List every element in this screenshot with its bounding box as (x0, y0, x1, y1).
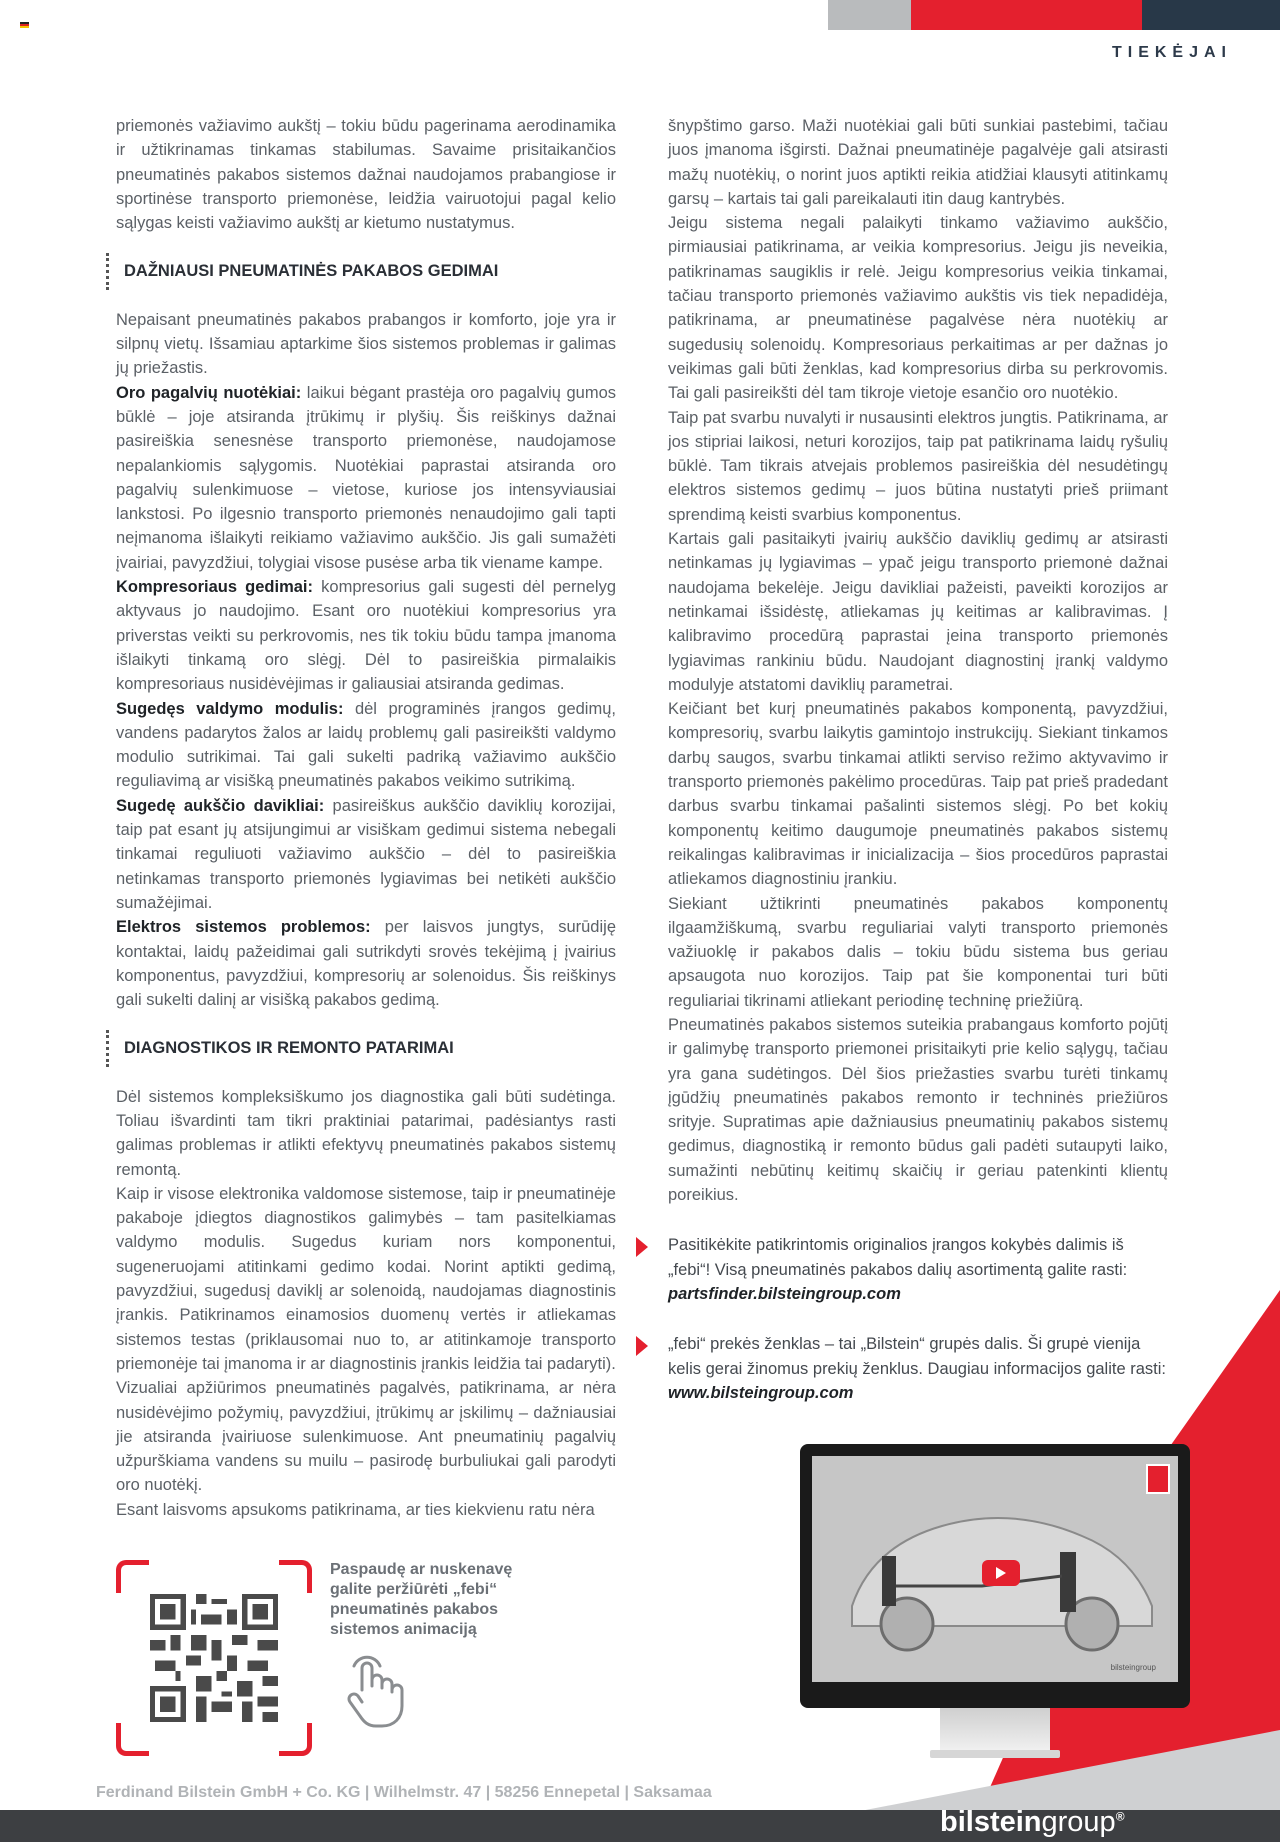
paragraph: Taip pat svarbu nuvalyti ir nusausinti elektros jungtis. Patikrinama, ar jos stipriai laikosi, neturi korozijos, taip pat patikrinama laidų ryšulių būklė. Tam tikrais atvejais problemos pasireiškia dėl nesudėtingų elektros sistemos gedimų – juos būtina nustatyti prieš priimant sprendimą keisti svarbius komponentus. (668, 408, 1168, 524)
paragraph: Kaip ir visose elektronika valdomose sistemose, taip ir pneumatinėje pakaboje įdiegtos diagnostikos galimybės – tam pasitelkiamas valdymo modulis. Sugedus kuriam nors komponentui, sugeneruojami atitinkami gedimo kodai. Norint aptikti gedimą, pavyzdžiui, sugedusį daviklį ar solenoidą, naudojamas diagnostinis įrankis. Patikrinamos einamosios duomenų vertės ir atliekamas sistemos testas (priklausomai nuo to, ar atitinkamoje transporto priemonėje tai įmanoma ir ar diagnostinis įrankis leidžia tai padaryti). (116, 1184, 616, 1373)
video-screen[interactable] (812, 1456, 1178, 1682)
paragraph: Esant laisvoms apsukoms patikrinama, ar ties kiekvienu ratu nėra (116, 1500, 595, 1519)
paragraph: Pneumatinės pakabos sistemos suteikia prabangaus komforto pojūtį ir galimybę transporto priemonei prisitaikyti prie kelio sąlygų, tačiau yra gana sudėtingos. Dėl šios priežasties svarbu turėti tinkamų įgūdžių pneumatinės pakabos remonto ir techninės priežiūros srityje. Supratimas apie dažniausius pneumatinių pakabos sistemų gedimus, diagnostiką ir remonto būdus gali padėti sutaupyti laiko, sumažinti nebūtinų keitimų skaičių ir geriau patenkinti klientų poreikius. (668, 1015, 1168, 1205)
failure-text: kompresorius gali sugesti dėl pernelyg aktyvaus jo naudojimo. Esant oro nuotėkiui kompresorius yra priverstas veikti su perkrovomis, nes tik tokiu būdu tampa įmanoma išlaikyti tinkamą oro slėgį. Dėl to pasireiškia pirmalaikis kompresoriaus nusidėvėjimas ir galiausiai atsiranda gedimas. (116, 578, 616, 694)
failure-term: Elektros sistemos problemos: (116, 918, 371, 937)
paragraph: Kartais gali pasitaikyti įvairių aukščio daviklių gedimų ar atsirasti netinkamas jų lygiavimas – ypač jeigu transporto priemonė dažnai naudojama bekelėje. Jeigu davikliai pažeisti, paveikti korozijos ar netinkamai išsidėstę, atliekamas jų keitimas ar kalibravimas. Į kalibravimo procedūrą paprastai įeina transporto priemonės lygiavimas rankiniu būdu. Naudojant diagnostinį įrankį valdymo modulyje atstatomi daviklių parametrai. (668, 530, 1168, 694)
flag-icon (20, 22, 29, 28)
failure-text: dėl programinės įrangos gedimų, vandens padarytos žalos ar laidų problemų gali pasireikšti valdymo modulio sutrikimai. Tai gali sukelti padriką važiavimo aukščio reguliavimą ar visišką pneumatinės pakabos veikimo sutrikimą. (116, 699, 616, 791)
video-monitor (800, 1444, 1190, 1708)
left-column (116, 114, 616, 1522)
failure-item (116, 794, 616, 915)
pointer-hand-icon (340, 1650, 410, 1730)
failure-text: laikui bėgant prastėja oro pagalvių gumos būklė – joje atsiranda įtrūkimų ir plyšių. Šis reiškinys dažnai pasireiškia senesnėse transporto priemonėse, naudojamose nepalankiomis sąlygomis. Nuotėkiai paprastai atsiranda oro pagalvių sulenkimuose – vietose, kuriose jos intensyviausiai lankstosi. Po ilgesnio transporto priemonės nenaudojimo gali tapti neįmanoma išlaikyti reikiamo važiavimo aukščio. Jis gali sumažėti įvairiai, pavyzdžiui, tolygiai visose pusėse arba tik viename kampe. (116, 383, 616, 572)
arrow-icon (636, 1237, 648, 1257)
paragraph: šnypštimo garso. Maži nuotėkiai gali būti sunkiai pastebimi, tačiau juos įmanoma išgirsti. Dažnai pneumatinėje pagalvėje gali atsirasti mažų nuotėkių, o norint juos aptikti reikia atidžiai klausyti atitinkamų garsų – kartais tai gali pareikalauti itin daug kantrybės. (668, 117, 1168, 208)
intro-paragraph: priemonės važiavimo aukštį – tokiu būdu pagerinama aerodinamika ir užtikrinamas tinkamas stabilumas. Savaime prisitaikančios pneumatinės pakabos sistemos dažnai naudojamos prabangiose ir sportinėse transporto priemonėse, leidžia vairuotojui pagal kelio sąlygas keisti važiavimo aukštį ar kietumo nustatymus. (116, 117, 616, 233)
right-column (668, 114, 1168, 1405)
failure-item (116, 915, 616, 1012)
top-bar-navy (1142, 0, 1280, 30)
paragraph: Siekiant užtikrinti pneumatinės pakabos komponentų ilgaamžiškumą, svarbu reguliariai valyti transporto priemonės važiuoklę ir pakabos dalis – tokiu būdu sistema bus geriau apsaugota nuo korozijos. Taip pat šie komponentai turi būti reguliariai tikrinami atliekant periodinę techninę priežiūrą. (668, 894, 1168, 1010)
callout-partsfinder (668, 1233, 1168, 1306)
top-bar-red (911, 0, 1142, 30)
paragraph: Dėl sistemos kompleksiškumo jos diagnostika gali būti sudėtinga. Toliau išvardinti tam tikri praktiniai patarimai, padėsiantys rasti galimas problemas ir atlikti efektyvų pneumatinės pakabos sistemų remontą. (116, 1087, 616, 1179)
bilsteingroup-logo (940, 1806, 1125, 1839)
brand-mark: ® (1115, 1809, 1125, 1824)
screen-brand: bilsteingroup (1110, 1663, 1156, 1672)
paragraph: Nepaisant pneumatinės pakabos prabangos ir komforto, joje yra ir silpnų vietų. Išsamiau aptarkime šios sistemos problemas ir galimas jų priežastis. (116, 310, 616, 378)
paragraph: Jeigu sistema negali palaikyti tinkamo važiavimo aukščio, pirmiausiai patikrinama, ar veikia kompresorius. Jeigu jis neveikia, patikrinamas saugiklis ir relė. Jeigu kompresorius veikia tinkamai, tačiau transporto priemonės važiavimo aukštis vis tiek nepadidėja, patikrinama, ar pneumatinėse pagalvėse nėra nuotėkių ar sugedusių solenoidų. Kompresoriaus perkaitimas ar per dažnas jo veikimas gali būti ženklas, kad kompresorius dirba su perkrovomis. Tai gali pasireikšti dėl tam tikroje vietoje esančio oro nuotėkio. (668, 214, 1168, 403)
section-label: TIEKĖJAI (1111, 44, 1232, 61)
failure-term: Oro pagalvių nuotėkiai: (116, 383, 302, 402)
qr-instruction-text: Paspaudę ar nuskenavę galite peržiūrėti „febi“ pneumatinės pakabos sistemos animaciją (330, 1561, 513, 1638)
failure-term: Kompresoriaus gedimai: (116, 578, 314, 597)
failure-text: pasireiškus aukščio daviklių korozijai, taip pat esant jų atsijungimui ar visiškam gedimui sistema nebegali tinkamai reguliuoti važiavimo aukščio – dėl to pasireiškia netinkamas transporto priemonės lygiavimas bei netikėti aukščio sumažėjimai. (116, 796, 616, 912)
failure-item (116, 381, 616, 575)
heading-common-failures: DAŽNIAUSI PNEUMATINĖS PAKABOS GEDIMAI (116, 259, 616, 283)
footer-address: Ferdinand Bilstein GmbH + Co. KG | Wilhelmstr. 47 | 58256 Ennepetal | Saksamaa (96, 1784, 712, 1801)
qr-frame[interactable] (116, 1560, 312, 1756)
failure-item (116, 697, 616, 794)
play-button[interactable] (982, 1560, 1020, 1586)
monitor-stand-base (930, 1750, 1060, 1758)
monitor-stand (940, 1708, 1050, 1754)
brand-light: group (1041, 1806, 1116, 1838)
failure-item (116, 575, 616, 696)
bilsteingroup-link[interactable]: www.bilsteingroup.com (668, 1383, 854, 1402)
arrow-icon (636, 1336, 648, 1356)
qr-code-icon[interactable] (150, 1594, 278, 1722)
failure-term: Sugedę aukščio davikliai: (116, 796, 325, 815)
partsfinder-link[interactable]: partsfinder.bilsteingroup.com (668, 1284, 901, 1303)
paragraph: Vizualiai apžiūrimos pneumatinės pagalvės, patikrinama, ar nėra nusidėvėjimo požymių, pavyzdžiui, įtrūkimų ar įskilimų – dažniausiai jie atsiranda įvairiuose sulenkimuose. Ant pneumatinių pagalvių užpurškiama vandens su muilu – pasirodę burbuliukai gali parodyti oro nuotėkį. (116, 1379, 616, 1495)
failure-text: per laisvos jungtys, surūdiję kontaktai, laidų pažeidimai gali sutrikdyti srovės tekėjimą į įvairius komponentus, pavyzdžiui, kompresorių ar solenoidus. Šis reiškinys gali sukelti dalinį ar visišką pakabos gedimą. (116, 918, 616, 1010)
heading-diagnostics: DIAGNOSTIKOS IR REMONTO PATARIMAI (116, 1036, 616, 1060)
callout-text: Pasitikėkite patikrintomis originalios įrangos kokybės dalimis iš „febi“! Visą pneumatinės pakabos dalių asortimentą galite rasti: (668, 1236, 1128, 1279)
callout-bilstein (668, 1332, 1168, 1405)
failure-term: Sugedęs valdymo modulis: (116, 699, 344, 718)
paragraph: Keičiant bet kurį pneumatinės pakabos komponentą, pavyzdžiui, kompresorių, svarbu laikytis gamintojo instrukcijų. Siekiant tinkamos darbų saugos, svarbu tinkamai atlikti serviso režimo aktyvavimo ir transporto priemonės pakėlimo procedūras. Taip pat prieš pradedant darbus svarbu tinkamai pašalinti sistemos slėgį. Po bet kokių komponentų keitimo daugumoje pneumatinės pakabos sistemų reikalingas kalibravimas ir inicializacija – šios procedūros paprastai atliekamos diagnostiniu įrankiu. (668, 700, 1168, 889)
brand-bold: bilstein (940, 1806, 1042, 1838)
callout-text: „febi“ prekės ženklas – tai „Bilstein“ grupės dalis. Ši grupė vienija kelis gerai žinomus prekių ženklus. Daugiau informacijos galite rasti: (668, 1335, 1166, 1378)
febi-logo-icon (1146, 1464, 1170, 1494)
